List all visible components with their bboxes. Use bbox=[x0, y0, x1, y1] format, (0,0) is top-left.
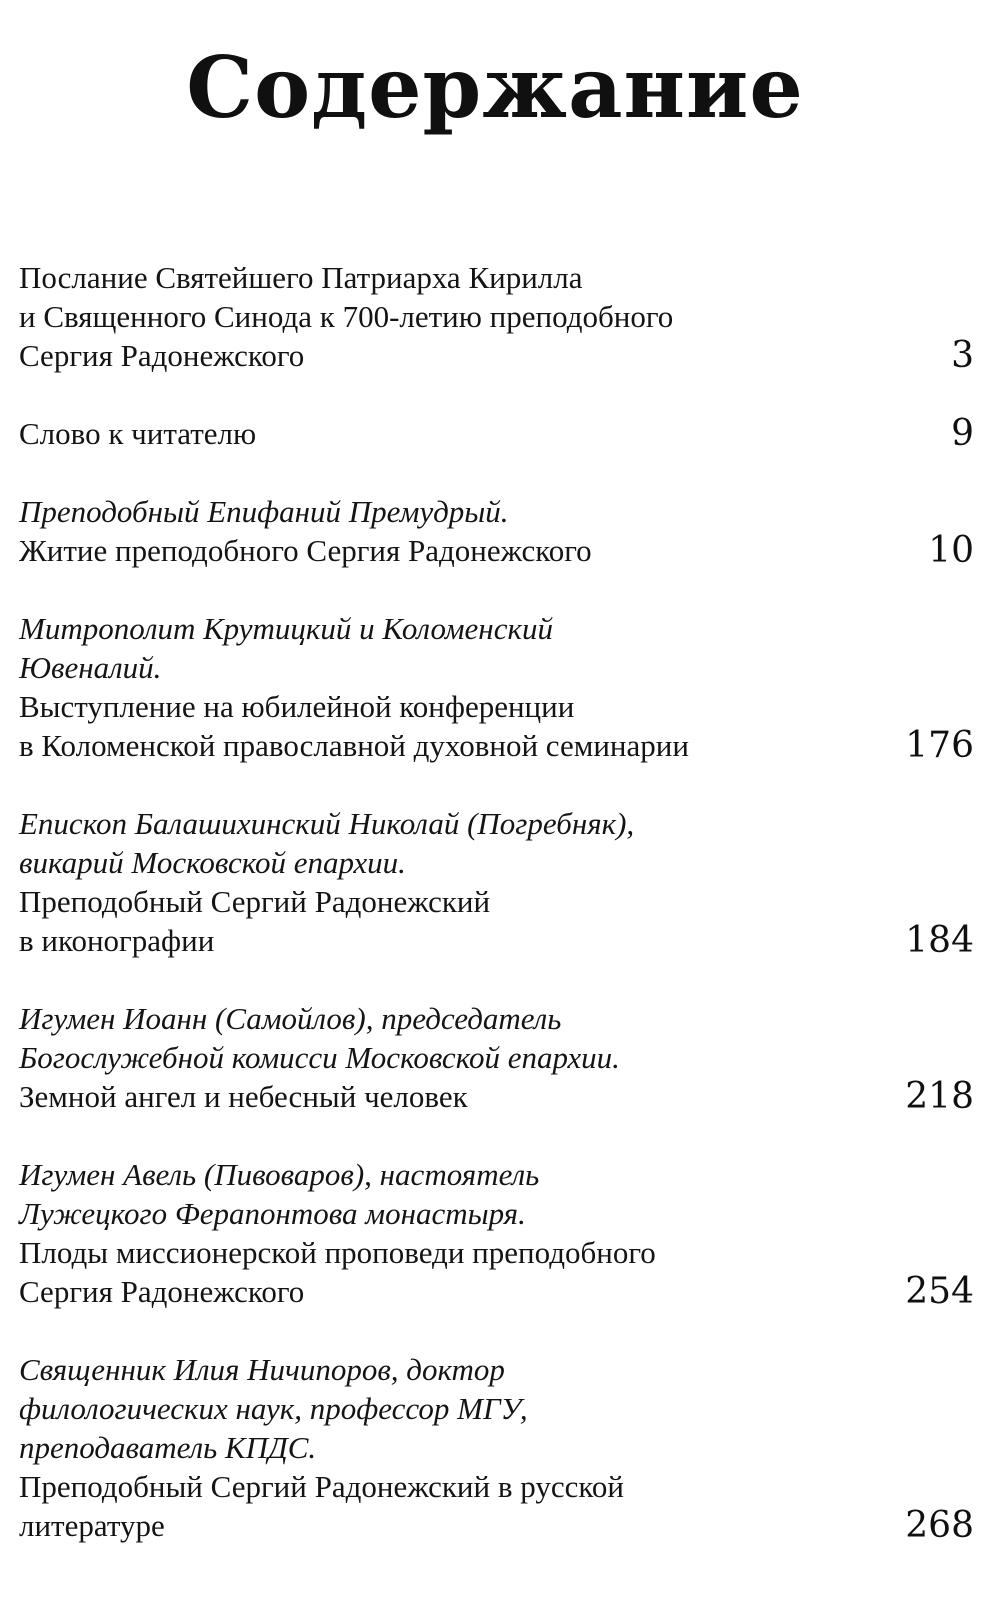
toc-entry-author-line: Священник Илия Ничипоров, доктор bbox=[19, 1352, 505, 1387]
toc-entry bbox=[19, 258, 974, 375]
page-title: Содержание bbox=[186, 38, 804, 137]
toc-entry-page-number: 10 bbox=[928, 530, 974, 571]
toc-entry-page-number: 268 bbox=[905, 1505, 974, 1546]
toc-entry-title-line: и Священного Синода к 700-летию преподобного bbox=[19, 299, 674, 334]
toc-entry-title-line: Сергия Радонежского bbox=[19, 338, 305, 373]
toc-entry bbox=[19, 609, 974, 765]
toc-entry-author-line: Лужецкого Ферапонтова монастыря. bbox=[19, 1196, 526, 1231]
toc-entry bbox=[19, 999, 974, 1116]
toc-entry-title-line: литературе bbox=[19, 1508, 165, 1543]
toc-entry-author-line: викарий Московской епархии. bbox=[19, 845, 406, 880]
toc-entry-title-line: Послание Святейшего Патриарха Кирилла bbox=[19, 260, 583, 295]
toc-entry-page-number: 9 bbox=[951, 413, 974, 454]
toc-entry-title-line: в иконографии bbox=[19, 923, 215, 958]
toc-entry-page-number: 176 bbox=[905, 725, 974, 766]
toc-entry bbox=[19, 492, 974, 570]
toc-entry bbox=[19, 1155, 974, 1311]
toc-entry-author-line: филологических наук, профессор МГУ, bbox=[19, 1391, 528, 1426]
toc-entry-title-line: в Коломенской православной духовной семинарии bbox=[19, 728, 689, 763]
toc-entry-author-line: Митрополит Крутицкий и Коломенский bbox=[19, 611, 553, 646]
toc-entry-page-number: 184 bbox=[905, 920, 974, 961]
toc-entry-author-line: Ювеналий. bbox=[19, 650, 162, 685]
toc-entry-author-line: преподаватель КПДС. bbox=[19, 1430, 317, 1465]
toc-entry-title-line: Преподобный Сергий Радонежский в русской bbox=[19, 1469, 624, 1504]
toc-entry-title-line: Плоды миссионерской проповеди преподобного bbox=[19, 1235, 656, 1270]
toc-entry-page-number: 254 bbox=[905, 1271, 974, 1312]
toc-entry bbox=[19, 804, 974, 960]
toc-entry bbox=[19, 1350, 974, 1545]
toc-entry-title-line: Сергия Радонежского bbox=[19, 1274, 305, 1309]
toc-entry-title-line: Преподобный Сергий Радонежский bbox=[19, 884, 491, 919]
toc-entry-title-line: Житие преподобного Сергия Радонежского bbox=[19, 533, 592, 568]
toc-entry bbox=[19, 414, 974, 453]
toc-entry-page-number: 3 bbox=[951, 335, 974, 376]
toc-entry-author-line: Игумен Иоанн (Самойлов), председатель bbox=[19, 1001, 562, 1036]
toc-entry-title-line: Выступление на юбилейной конференции bbox=[19, 689, 575, 724]
toc-entry-author-line: Игумен Авель (Пивоваров), настоятель bbox=[19, 1157, 540, 1192]
toc-entry-page-number: 218 bbox=[905, 1076, 974, 1117]
toc-entry-author-line: Преподобный Епифаний Премудрый. bbox=[19, 494, 509, 529]
toc-entry-title-line: Земной ангел и небесный человек bbox=[19, 1079, 468, 1114]
toc-entry-author-line: Епископ Балашихинский Николай (Погребняк), bbox=[19, 806, 635, 841]
toc-entry-title-line: Слово к читателю bbox=[19, 416, 257, 451]
toc-entry-author-line: Богослужебной комисси Московской епархии. bbox=[19, 1040, 620, 1075]
table-of-contents bbox=[19, 258, 974, 1584]
